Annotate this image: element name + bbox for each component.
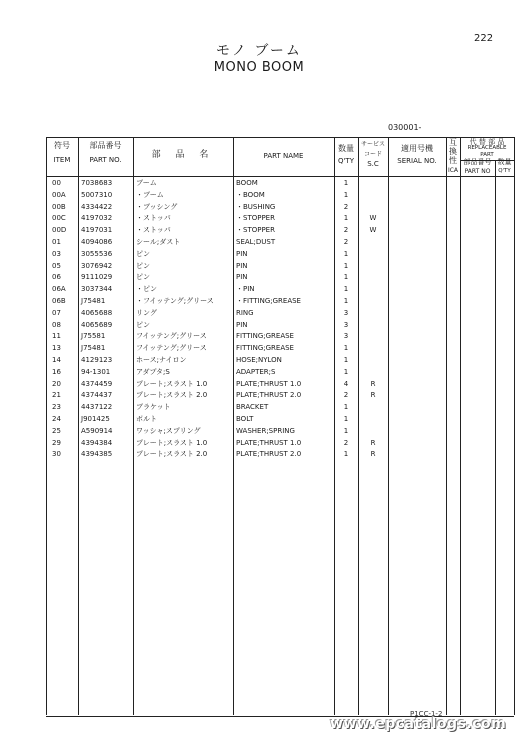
row-qty: 3 bbox=[343, 332, 349, 341]
row-qty: 1 bbox=[343, 403, 349, 412]
row-part-no: 4094086 bbox=[81, 238, 113, 246]
row-item: 00C bbox=[52, 214, 66, 223]
row-item: 14 bbox=[52, 356, 61, 364]
row-part-no: 4374437 bbox=[81, 391, 113, 400]
table-row bbox=[0, 308, 518, 319]
row-qty: 2 bbox=[343, 238, 349, 246]
row-qty: 1 bbox=[343, 367, 349, 376]
row-name-en: ・BUSHING bbox=[236, 202, 276, 211]
table-row bbox=[0, 225, 518, 236]
header-replaceable-jp: 代 替 部 品 bbox=[469, 138, 505, 146]
row-item: 06B bbox=[52, 297, 66, 305]
row-name-en: HOSE;NYLON bbox=[236, 356, 282, 364]
row-name-jp: ・ブーム bbox=[136, 190, 164, 199]
footer-code: P1CC-1-2 bbox=[410, 710, 443, 718]
page-title-japanese: モノ ブーム bbox=[216, 43, 302, 59]
table-row bbox=[0, 331, 518, 342]
row-name-jp: アダプタ;S bbox=[136, 367, 170, 376]
row-part-no: 5007310 bbox=[81, 190, 113, 199]
row-name-en: PIN bbox=[236, 261, 248, 270]
header-part-no-en: PART NO. bbox=[89, 156, 122, 164]
header-rep-qty-en: Q'TY bbox=[498, 168, 511, 174]
row-qty: 3 bbox=[343, 308, 349, 317]
row-name-jp: ピン bbox=[136, 273, 150, 282]
table-row bbox=[0, 190, 518, 201]
row-item: 11 bbox=[52, 332, 61, 341]
row-name-jp: ブーム bbox=[136, 179, 157, 187]
row-qty: 4 bbox=[343, 379, 349, 388]
table-row bbox=[0, 178, 518, 189]
header-serial-en: SERIAL NO. bbox=[397, 157, 437, 165]
row-service-code: R bbox=[370, 450, 376, 459]
row-part-no: 4065688 bbox=[81, 308, 113, 317]
row-qty: 2 bbox=[343, 391, 349, 400]
row-name-jp: ・ストッパ bbox=[136, 214, 171, 223]
row-item: 24 bbox=[52, 415, 61, 423]
row-qty: 2 bbox=[343, 202, 349, 211]
header-qty-en: Q'TY bbox=[338, 157, 354, 165]
row-qty: 1 bbox=[343, 297, 349, 305]
row-item: 29 bbox=[52, 438, 61, 447]
row-part-no: 4197031 bbox=[81, 226, 113, 235]
table-row bbox=[0, 202, 518, 213]
row-name-en: PLATE;THRUST 1.0 bbox=[236, 379, 302, 388]
row-part-no: 3055536 bbox=[81, 249, 113, 258]
header-serial-jp: 適用号機 bbox=[401, 144, 433, 153]
row-service-code: W bbox=[369, 214, 377, 223]
header-rep-part-jp: 部品番号 bbox=[463, 158, 492, 166]
header-ica-en: ICA bbox=[447, 167, 459, 174]
row-item: 20 bbox=[52, 379, 61, 388]
row-part-no: 4065689 bbox=[81, 320, 113, 329]
page-number: 222 bbox=[474, 33, 494, 44]
table-row bbox=[0, 284, 518, 295]
header-rep-qty-jp: 数量 bbox=[497, 158, 512, 166]
row-name-en: PIN bbox=[236, 320, 248, 329]
row-qty: 2 bbox=[343, 438, 349, 447]
row-name-jp: フイッテング;グリース bbox=[136, 332, 207, 341]
row-part-no: A590914 bbox=[81, 426, 113, 435]
row-item: 08 bbox=[52, 320, 61, 329]
row-part-no: J75481 bbox=[81, 297, 106, 305]
serial-range: 030001- bbox=[388, 123, 422, 132]
row-name-en: ・STOPPER bbox=[236, 226, 275, 235]
row-part-no: 3037344 bbox=[81, 285, 113, 294]
table-row bbox=[0, 249, 518, 260]
row-name-jp: ピン bbox=[136, 320, 150, 329]
table-row bbox=[0, 343, 518, 354]
row-name-en: ・FITTING;GREASE bbox=[236, 297, 301, 305]
row-service-code: R bbox=[370, 391, 376, 400]
row-qty: 1 bbox=[343, 285, 349, 294]
page-title-english: MONO BOOM bbox=[213, 60, 305, 75]
row-name-en: PIN bbox=[236, 249, 248, 258]
row-qty: 1 bbox=[343, 261, 349, 270]
row-name-jp: プレート;スラスト 2.0 bbox=[136, 391, 208, 400]
row-name-jp: ピン bbox=[136, 261, 150, 270]
row-qty: 1 bbox=[343, 356, 349, 364]
row-name-en: RING bbox=[236, 308, 254, 317]
header-item-jp: 符号 bbox=[54, 141, 70, 150]
table-row bbox=[0, 261, 518, 272]
row-part-no: 4374459 bbox=[81, 379, 113, 388]
row-part-no: 4197032 bbox=[81, 214, 113, 223]
row-qty: 1 bbox=[343, 249, 349, 258]
row-item: 03 bbox=[52, 249, 61, 258]
row-name-jp: フイッテング;グリース bbox=[136, 344, 207, 353]
row-item: 13 bbox=[52, 344, 61, 353]
row-part-no: 4334422 bbox=[81, 202, 113, 211]
row-name-en: WASHER;SPRING bbox=[236, 426, 295, 435]
row-item: 21 bbox=[52, 391, 61, 400]
row-service-code: R bbox=[370, 379, 376, 388]
row-qty: 1 bbox=[343, 426, 349, 435]
header-replaceable-en2: PART bbox=[480, 152, 494, 158]
row-name-jp: プレート;スラスト 1.0 bbox=[136, 379, 208, 388]
row-qty: 1 bbox=[343, 450, 349, 459]
row-name-jp: プレート;スラスト 1.0 bbox=[136, 438, 208, 447]
row-name-en: SEAL;DUST bbox=[236, 238, 276, 246]
row-part-no: 4394384 bbox=[81, 438, 113, 447]
row-name-jp: プレート;スラスト 2.0 bbox=[136, 450, 208, 459]
row-item: 00 bbox=[52, 179, 61, 187]
row-item: 00D bbox=[52, 226, 67, 235]
row-item: 00A bbox=[52, 190, 66, 199]
row-service-code: W bbox=[369, 226, 377, 235]
row-name-jp: ホース;ナイロン bbox=[136, 356, 187, 364]
row-name-jp: ピン bbox=[136, 249, 150, 258]
row-part-no: 4394385 bbox=[81, 450, 113, 459]
table-row bbox=[0, 237, 518, 248]
row-item: 07 bbox=[52, 308, 61, 317]
row-name-en: BOLT bbox=[236, 415, 254, 423]
table-row bbox=[0, 390, 518, 401]
row-name-en: PIN bbox=[236, 273, 248, 282]
table-row bbox=[0, 320, 518, 331]
table-row bbox=[0, 449, 518, 460]
row-qty: 1 bbox=[343, 214, 349, 223]
header-sc-jp1: サービス bbox=[360, 141, 385, 148]
row-part-no: 3076942 bbox=[81, 261, 113, 270]
table-row bbox=[0, 355, 518, 366]
watermark: www.epcatalogs.com bbox=[330, 716, 507, 732]
row-name-en: PLATE;THRUST 1.0 bbox=[236, 438, 302, 447]
row-part-no: J75581 bbox=[81, 332, 106, 341]
row-qty: 1 bbox=[343, 273, 349, 282]
row-part-no: 4129123 bbox=[81, 356, 113, 364]
row-name-jp: ボルト bbox=[136, 415, 157, 423]
row-name-en: BOOM bbox=[236, 179, 258, 187]
header-rep-part-en: PART NO bbox=[464, 168, 491, 175]
row-name-en: FITTING;GREASE bbox=[236, 344, 294, 353]
row-item: 06 bbox=[52, 273, 61, 282]
header-ica-jp3: 性 bbox=[449, 156, 457, 165]
row-qty: 2 bbox=[343, 226, 349, 235]
header-replaceable-en1: REPLACEABLE bbox=[467, 145, 507, 151]
table-row bbox=[0, 426, 518, 437]
row-item: 01 bbox=[52, 238, 61, 246]
row-qty: 1 bbox=[343, 344, 349, 353]
row-name-en: PLATE;THRUST 2.0 bbox=[236, 391, 302, 400]
row-name-en: PLATE;THRUST 2.0 bbox=[236, 450, 302, 459]
header-ica-jp2: 換 bbox=[449, 147, 457, 156]
row-name-jp: シール;ダスト bbox=[136, 238, 181, 246]
row-name-jp: ワッシャ;スプリング bbox=[136, 426, 201, 435]
header-part-no-jp: 部品番号 bbox=[89, 141, 122, 150]
row-name-en: ・PIN bbox=[236, 285, 255, 294]
header-part-name-en: PART NAME bbox=[263, 152, 304, 160]
row-part-no: 9111029 bbox=[81, 273, 113, 282]
row-name-en: BRACKET bbox=[236, 403, 269, 412]
header-sc-en: S.C bbox=[367, 160, 379, 168]
row-name-en: ・STOPPER bbox=[236, 214, 275, 223]
header-sc-jp2: コード bbox=[363, 151, 382, 158]
row-item: 23 bbox=[52, 403, 61, 412]
row-part-no: J901425 bbox=[81, 415, 110, 423]
table-row bbox=[0, 379, 518, 390]
row-part-no: 94-1301 bbox=[81, 367, 111, 376]
row-part-no: 4437122 bbox=[81, 403, 113, 412]
row-name-en: FITTING;GREASE bbox=[236, 332, 294, 341]
row-item: 30 bbox=[52, 450, 61, 459]
header-item-en: ITEM bbox=[53, 156, 71, 164]
row-qty: 1 bbox=[343, 190, 349, 199]
row-item: 16 bbox=[52, 367, 61, 376]
row-part-no: J75481 bbox=[81, 344, 106, 353]
table-row bbox=[0, 438, 518, 449]
row-service-code: R bbox=[370, 438, 376, 447]
row-qty: 3 bbox=[343, 320, 349, 329]
row-name-jp: ・ブッシング bbox=[136, 202, 178, 211]
table-row bbox=[0, 402, 518, 413]
row-name-en: ・BOOM bbox=[236, 190, 265, 199]
row-name-jp: ・フイッテング;グリース bbox=[136, 297, 214, 305]
row-name-jp: ・ストッパ bbox=[136, 226, 171, 235]
row-item: 00B bbox=[52, 202, 66, 211]
row-item: 06A bbox=[52, 285, 66, 294]
row-item: 25 bbox=[52, 426, 61, 435]
row-qty: 1 bbox=[343, 415, 349, 423]
row-name-jp: ブラケット bbox=[136, 403, 171, 412]
row-name-en: ADAPTER;S bbox=[236, 367, 276, 376]
header-separator bbox=[46, 176, 514, 177]
row-part-no: 7038683 bbox=[81, 179, 113, 187]
header-part-name-jp: 部 品 名 bbox=[151, 150, 215, 160]
header-ica-jp1: 互 bbox=[449, 138, 457, 147]
table-row bbox=[0, 213, 518, 224]
row-qty: 1 bbox=[343, 179, 349, 187]
table-row bbox=[0, 296, 518, 307]
table-row bbox=[0, 367, 518, 378]
row-name-jp: リング bbox=[136, 308, 157, 317]
table-row bbox=[0, 414, 518, 425]
row-name-jp: ・ピン bbox=[136, 285, 157, 294]
table-row bbox=[0, 272, 518, 283]
row-item: 05 bbox=[52, 261, 61, 270]
header-qty-jp: 数量 bbox=[338, 144, 354, 153]
